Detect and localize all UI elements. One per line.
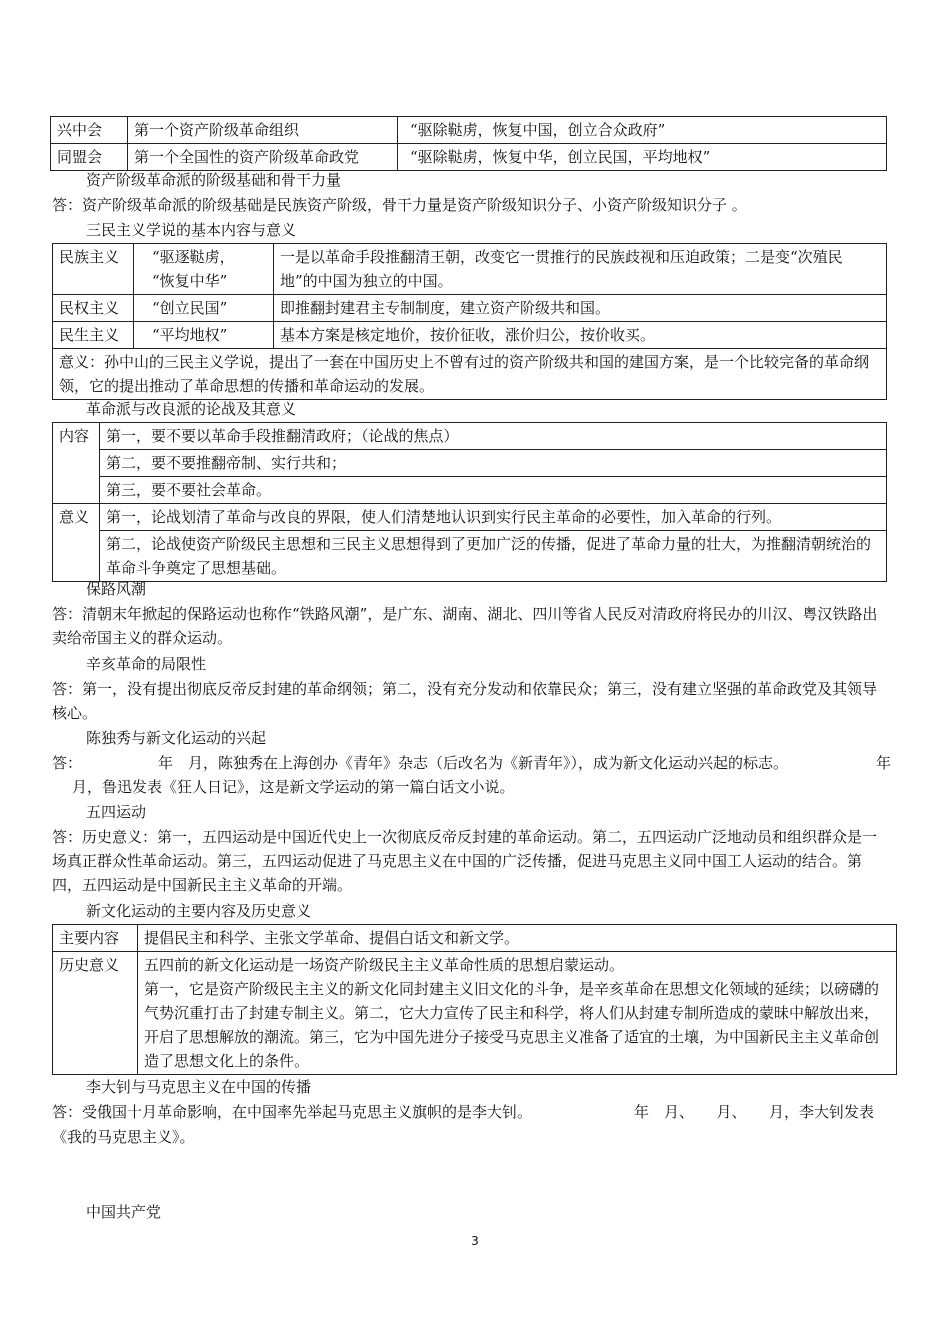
section-answer-text: 月，鲁迅发表《狂人日记》，这是新文学运动的第一篇白话文小说。 — [72, 778, 515, 796]
principle-slogan: “创立民国” — [134, 295, 274, 322]
debate-content-label: 内容 — [53, 423, 100, 504]
section-heading: 中国共产党 — [86, 1203, 162, 1221]
principle-slogan-line: “驱逐鞑虏， — [152, 248, 235, 266]
org-desc: 第一个资产阶级革命组织 — [128, 117, 398, 144]
debate-meaning-item: 第二，论战使资产阶级民主思想和三民主义思想得到了更加广泛的传播，促进了革命力量的壮大，为推翻清朝统治的革命斗争奠定了思想基础。 — [100, 531, 887, 582]
principles-meaning: 意义：孙中山的三民主义学说，提出了一套在中国历史上不曾有过的资产阶级共和国的建国方案，是一个比较完备的革命纲领，它的提出推动了革命思想的传播和革命运动的发展。 — [53, 349, 887, 400]
debate-content-item: 第三，要不要社会革命。 — [100, 477, 887, 504]
table-row — [53, 423, 887, 450]
section-heading: 革命派与改良派的论战及其意义 — [86, 400, 297, 418]
section-answer: 答：历史意义：第一，五四运动是中国近代史上一次彻底反帝反封建的革命运动。第二，五四运动广泛地动员和组织群众是一场真正群众性革命运动。第三，五四运动促进了马克思主义在中国的广泛传播，促进马克思主义同中国工人运动的结合。第四，五四运动是中国新民主主义革命的开端。 — [52, 828, 878, 894]
org-name: 同盟会 — [51, 144, 128, 171]
table-row — [51, 144, 887, 171]
table-row — [53, 952, 897, 1075]
org-name: 兴中会 — [51, 117, 128, 144]
debate-content-item: 第二，要不要推翻帝制、实行共和； — [100, 450, 887, 477]
principle-slogan: “平均地权” — [134, 322, 274, 349]
debate-meaning-item: 第一，论战划清了革命与改良的界限，使人们清楚地认识到实行民主革命的必要性，加入革命的行列。 — [100, 504, 887, 531]
org-table — [50, 116, 887, 171]
section-answer: 答：资产阶级革命派的阶级基础是民族资产阶级，骨干力量是资产阶级知识分子、小资产阶级知识分子 。 — [52, 196, 747, 214]
section-answer-year: 年 — [876, 754, 892, 772]
table-row — [51, 117, 887, 144]
table-row — [53, 295, 887, 322]
three-principles-table — [52, 243, 887, 400]
table-row — [53, 322, 887, 349]
section-answer-prefix: 答： — [52, 754, 83, 772]
new-culture-label: 主要内容 — [53, 925, 138, 952]
org-desc: 第一个全国性的资产阶级革命政党 — [128, 144, 398, 171]
debate-meaning-label: 意义 — [53, 504, 100, 582]
section-answer-text: 年 月、 月、 月，李大钊发表 — [634, 1103, 875, 1121]
section-heading: 资产阶级革命派的阶级基础和骨干力量 — [86, 171, 342, 189]
section-answer-text: 《我的马克思主义》。 — [52, 1128, 195, 1146]
debate-content-item: 第一，要不要以革命手段推翻清政府；（论战的焦点） — [100, 423, 887, 450]
org-slogan: “驱除鞑虏，恢复中国，创立合众政府” — [398, 117, 887, 144]
principle-name: 民族主义 — [53, 244, 134, 295]
principle-content: 基本方案是核定地价，按价征收，涨价归公，按价收买。 — [274, 322, 887, 349]
section-heading: 保路风潮 — [86, 580, 147, 598]
principle-name: 民权主义 — [53, 295, 134, 322]
page-number: 3 — [471, 1234, 479, 1248]
new-culture-table — [52, 924, 897, 1075]
new-culture-label: 历史意义 — [53, 952, 138, 1075]
new-culture-significance — [138, 952, 897, 1075]
significance-text: 第一，它是资产阶级民主主义的新文化同封建主义旧文化的斗争，是辛亥革命在思想文化领域的延续；以磅礴的气势沉重打击了封建专制主义。第二，它大力宣传了民主和科学，将人们从封建专制所造成的蒙昧中解放出来，开启了思想解放的潮流。第三，它为中国先进分子接受马克思主义准备了适宜的土壤，为中国新民主主义革命创造了思想文化上的条件。 — [144, 980, 880, 1070]
section-answer-text: 年 月，陈独秀在上海创办《青年》杂志（后改名为《新青年》），成为新文化运动兴起的标志。 — [158, 754, 789, 772]
table-row — [53, 244, 887, 295]
debate-table — [52, 422, 887, 582]
table-row — [53, 504, 887, 531]
section-heading: 新文化运动的主要内容及历史意义 — [86, 902, 312, 920]
principle-slogan-line: “恢复中华” — [152, 272, 228, 290]
section-answer-text: 答：受俄国十月革命影响，在中国率先举起马克思主义旗帜的是李大钊。 — [52, 1103, 533, 1121]
table-row — [53, 477, 887, 504]
org-slogan: “驱除鞑虏，恢复中华，创立民国，平均地权” — [398, 144, 887, 171]
new-culture-content: 提倡民主和科学、主张文学革命、提倡白话文和新文学。 — [138, 925, 897, 952]
principle-content: 一是以革命手段推翻清王朝，改变它一贯推行的民族歧视和压迫政策；二是变“次殖民地”的中国为独立的中国。 — [274, 244, 887, 295]
table-row — [53, 450, 887, 477]
section-heading: 三民主义学说的基本内容与意义 — [86, 221, 297, 239]
table-row — [53, 531, 887, 582]
section-answer: 答：第一，没有提出彻底反帝反封建的革命纲领；第二，没有充分发动和依靠民众；第三，没有建立坚强的革命政党及其领导核心。 — [52, 680, 878, 722]
table-row — [53, 925, 897, 952]
section-heading: 李大钊与马克思主义在中国的传播 — [86, 1078, 312, 1096]
principle-content: 即推翻封建君主专制制度，建立资产阶级共和国。 — [274, 295, 887, 322]
section-heading: 五四运动 — [86, 803, 147, 821]
section-heading: 辛亥革命的局限性 — [86, 655, 207, 673]
principle-name: 民生主义 — [53, 322, 134, 349]
table-row — [53, 349, 887, 400]
significance-line: 五四前的新文化运动是一场资产阶级民主主义革命性质的思想启蒙运动。 — [144, 956, 625, 974]
section-answer: 答：清朝末年掀起的保路运动也称作“铁路风潮”，是广东、湖南、湖北、四川等省人民反对清政府将民办的川汉、粤汉铁路出卖给帝国主义的群众运动。 — [52, 605, 878, 647]
principle-slogan — [134, 244, 274, 295]
section-heading: 陈独秀与新文化运动的兴起 — [86, 729, 267, 747]
